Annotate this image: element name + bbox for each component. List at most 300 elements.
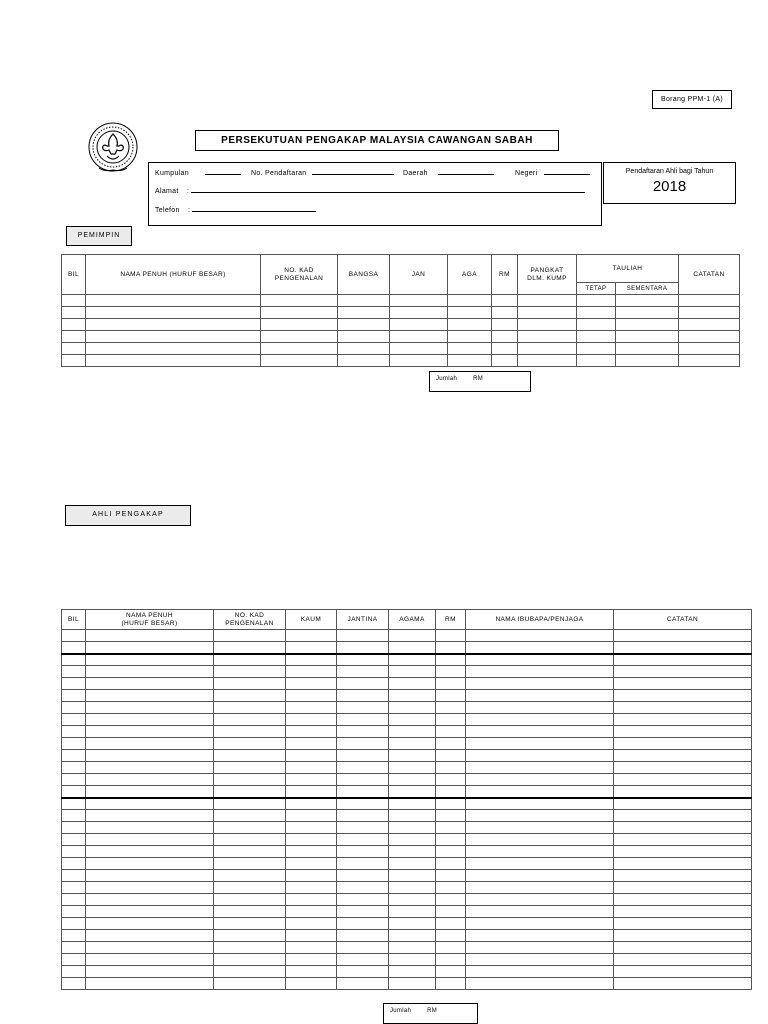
table-cell[interactable] <box>286 954 337 966</box>
table-cell[interactable] <box>466 714 614 726</box>
table-cell[interactable] <box>492 355 518 367</box>
table-cell[interactable] <box>214 978 286 990</box>
table-cell[interactable] <box>614 930 752 942</box>
table-cell[interactable] <box>86 810 214 822</box>
table-cell[interactable] <box>286 630 337 642</box>
table-cell[interactable] <box>337 630 389 642</box>
table-cell[interactable] <box>614 726 752 738</box>
table-cell[interactable] <box>389 738 436 750</box>
table-cell[interactable] <box>466 726 614 738</box>
table-cell[interactable] <box>214 630 286 642</box>
table-cell[interactable] <box>436 966 466 978</box>
table-cell[interactable] <box>518 355 577 367</box>
table-cell[interactable] <box>214 822 286 834</box>
table-cell[interactable] <box>337 666 389 678</box>
table-cell[interactable] <box>466 834 614 846</box>
table-cell[interactable] <box>436 726 466 738</box>
table-cell[interactable] <box>389 798 436 810</box>
table-cell[interactable] <box>214 654 286 666</box>
table-cell[interactable] <box>62 319 86 331</box>
table-cell[interactable] <box>286 930 337 942</box>
table-cell[interactable] <box>448 343 492 355</box>
table-cell[interactable] <box>436 666 466 678</box>
table-cell[interactable] <box>614 630 752 642</box>
table-cell[interactable] <box>86 738 214 750</box>
table-cell[interactable] <box>62 690 86 702</box>
table-cell[interactable] <box>337 738 389 750</box>
table-cell[interactable] <box>62 738 86 750</box>
table-cell[interactable] <box>62 654 86 666</box>
table-cell[interactable] <box>337 870 389 882</box>
table-cell[interactable] <box>614 942 752 954</box>
table-cell[interactable] <box>337 762 389 774</box>
table-cell[interactable] <box>492 295 518 307</box>
table-cell[interactable] <box>436 882 466 894</box>
table-cell[interactable] <box>436 834 466 846</box>
table-cell[interactable] <box>214 666 286 678</box>
table-cell[interactable] <box>577 355 616 367</box>
table-cell[interactable] <box>261 355 338 367</box>
table-cell[interactable] <box>214 678 286 690</box>
table-cell[interactable] <box>436 762 466 774</box>
table-cell[interactable] <box>62 642 86 654</box>
table-cell[interactable] <box>214 774 286 786</box>
table-cell[interactable] <box>62 678 86 690</box>
table-cell[interactable] <box>436 858 466 870</box>
table-cell[interactable] <box>214 906 286 918</box>
table-cell[interactable] <box>86 690 214 702</box>
table-cell[interactable] <box>389 918 436 930</box>
table-cell[interactable] <box>86 678 214 690</box>
table-cell[interactable] <box>62 882 86 894</box>
table-cell[interactable] <box>390 319 448 331</box>
table-cell[interactable] <box>214 642 286 654</box>
table-cell[interactable] <box>337 846 389 858</box>
table-cell[interactable] <box>466 978 614 990</box>
table-cell[interactable] <box>616 319 679 331</box>
table-cell[interactable] <box>86 882 214 894</box>
table-cell[interactable] <box>286 738 337 750</box>
table-cell[interactable] <box>286 894 337 906</box>
table-cell[interactable] <box>616 343 679 355</box>
table-cell[interactable] <box>466 702 614 714</box>
table-cell[interactable] <box>86 331 261 343</box>
table-cell[interactable] <box>436 642 466 654</box>
table-cell[interactable] <box>337 642 389 654</box>
table-cell[interactable] <box>466 798 614 810</box>
table-cell[interactable] <box>436 822 466 834</box>
table-cell[interactable] <box>436 930 466 942</box>
table-cell[interactable] <box>436 978 466 990</box>
table-cell[interactable] <box>577 343 616 355</box>
table-cell[interactable] <box>62 666 86 678</box>
table-cell[interactable] <box>389 774 436 786</box>
no-pendaftaran-field[interactable] <box>312 168 394 175</box>
table-cell[interactable] <box>436 750 466 762</box>
table-cell[interactable] <box>214 810 286 822</box>
table-cell[interactable] <box>614 906 752 918</box>
table-cell[interactable] <box>86 906 214 918</box>
table-cell[interactable] <box>86 642 214 654</box>
table-cell[interactable] <box>86 343 261 355</box>
table-cell[interactable] <box>338 355 390 367</box>
table-cell[interactable] <box>614 750 752 762</box>
table-cell[interactable] <box>337 978 389 990</box>
table-cell[interactable] <box>337 750 389 762</box>
table-cell[interactable] <box>436 630 466 642</box>
table-cell[interactable] <box>679 331 740 343</box>
table-cell[interactable] <box>389 894 436 906</box>
table-cell[interactable] <box>466 738 614 750</box>
table-cell[interactable] <box>214 858 286 870</box>
table-cell[interactable] <box>338 295 390 307</box>
table-cell[interactable] <box>390 295 448 307</box>
table-cell[interactable] <box>62 630 86 642</box>
table-cell[interactable] <box>286 882 337 894</box>
table-cell[interactable] <box>436 894 466 906</box>
table-cell[interactable] <box>466 630 614 642</box>
table-cell[interactable] <box>286 666 337 678</box>
table-cell[interactable] <box>62 954 86 966</box>
table-cell[interactable] <box>214 870 286 882</box>
table-cell[interactable] <box>86 786 214 798</box>
table-cell[interactable] <box>466 858 614 870</box>
table-cell[interactable] <box>337 942 389 954</box>
table-cell[interactable] <box>614 918 752 930</box>
table-cell[interactable] <box>86 726 214 738</box>
table-cell[interactable] <box>62 822 86 834</box>
table-cell[interactable] <box>62 343 86 355</box>
table-cell[interactable] <box>214 930 286 942</box>
table-cell[interactable] <box>86 930 214 942</box>
table-cell[interactable] <box>389 846 436 858</box>
table-cell[interactable] <box>679 307 740 319</box>
table-cell[interactable] <box>261 343 338 355</box>
table-cell[interactable] <box>337 906 389 918</box>
table-cell[interactable] <box>338 331 390 343</box>
table-cell[interactable] <box>389 906 436 918</box>
table-cell[interactable] <box>286 714 337 726</box>
table-cell[interactable] <box>679 355 740 367</box>
table-cell[interactable] <box>436 786 466 798</box>
table-cell[interactable] <box>614 810 752 822</box>
table-cell[interactable] <box>389 642 436 654</box>
table-cell[interactable] <box>214 702 286 714</box>
table-cell[interactable] <box>436 798 466 810</box>
table-cell[interactable] <box>86 750 214 762</box>
table-cell[interactable] <box>389 978 436 990</box>
table-cell[interactable] <box>614 702 752 714</box>
table-cell[interactable] <box>214 750 286 762</box>
table-cell[interactable] <box>436 846 466 858</box>
table-cell[interactable] <box>679 295 740 307</box>
table-cell[interactable] <box>614 822 752 834</box>
table-cell[interactable] <box>261 295 338 307</box>
table-cell[interactable] <box>214 690 286 702</box>
table-cell[interactable] <box>492 343 518 355</box>
table-cell[interactable] <box>214 726 286 738</box>
table-cell[interactable] <box>62 846 86 858</box>
table-cell[interactable] <box>389 870 436 882</box>
table-cell[interactable] <box>614 678 752 690</box>
table-cell[interactable] <box>614 774 752 786</box>
table-cell[interactable] <box>436 954 466 966</box>
table-cell[interactable] <box>86 822 214 834</box>
table-cell[interactable] <box>614 654 752 666</box>
table-cell[interactable] <box>86 858 214 870</box>
table-cell[interactable] <box>86 774 214 786</box>
table-cell[interactable] <box>492 319 518 331</box>
table-cell[interactable] <box>337 810 389 822</box>
table-cell[interactable] <box>436 918 466 930</box>
table-cell[interactable] <box>436 738 466 750</box>
table-cell[interactable] <box>436 690 466 702</box>
table-cell[interactable] <box>616 295 679 307</box>
table-cell[interactable] <box>466 822 614 834</box>
table-cell[interactable] <box>337 882 389 894</box>
table-cell[interactable] <box>466 642 614 654</box>
table-cell[interactable] <box>62 786 86 798</box>
table-cell[interactable] <box>448 295 492 307</box>
table-cell[interactable] <box>466 882 614 894</box>
table-cell[interactable] <box>286 774 337 786</box>
table-cell[interactable] <box>389 726 436 738</box>
table-cell[interactable] <box>286 798 337 810</box>
table-cell[interactable] <box>614 642 752 654</box>
table-cell[interactable] <box>62 355 86 367</box>
table-cell[interactable] <box>86 295 261 307</box>
table-cell[interactable] <box>614 858 752 870</box>
table-cell[interactable] <box>62 750 86 762</box>
table-cell[interactable] <box>214 846 286 858</box>
table-cell[interactable] <box>286 726 337 738</box>
table-cell[interactable] <box>286 810 337 822</box>
table-cell[interactable] <box>337 930 389 942</box>
table-cell[interactable] <box>86 762 214 774</box>
table-cell[interactable] <box>389 654 436 666</box>
negeri-field[interactable] <box>544 168 590 175</box>
table-cell[interactable] <box>214 954 286 966</box>
table-cell[interactable] <box>466 894 614 906</box>
table-cell[interactable] <box>86 834 214 846</box>
table-cell[interactable] <box>616 307 679 319</box>
table-cell[interactable] <box>337 714 389 726</box>
table-cell[interactable] <box>286 750 337 762</box>
table-cell[interactable] <box>466 846 614 858</box>
table-cell[interactable] <box>62 942 86 954</box>
table-cell[interactable] <box>389 750 436 762</box>
table-cell[interactable] <box>466 810 614 822</box>
table-cell[interactable] <box>337 834 389 846</box>
table-cell[interactable] <box>389 678 436 690</box>
table-cell[interactable] <box>518 319 577 331</box>
table-cell[interactable] <box>62 870 86 882</box>
table-cell[interactable] <box>389 954 436 966</box>
table-cell[interactable] <box>337 786 389 798</box>
table-cell[interactable] <box>62 307 86 319</box>
table-cell[interactable] <box>518 295 577 307</box>
table-cell[interactable] <box>436 702 466 714</box>
table-cell[interactable] <box>337 894 389 906</box>
table-cell[interactable] <box>679 343 740 355</box>
table-cell[interactable] <box>448 331 492 343</box>
table-cell[interactable] <box>261 307 338 319</box>
table-cell[interactable] <box>614 738 752 750</box>
table-cell[interactable] <box>337 726 389 738</box>
table-cell[interactable] <box>62 918 86 930</box>
table-cell[interactable] <box>390 307 448 319</box>
table-cell[interactable] <box>466 954 614 966</box>
table-cell[interactable] <box>86 654 214 666</box>
table-cell[interactable] <box>614 798 752 810</box>
table-cell[interactable] <box>62 858 86 870</box>
table-cell[interactable] <box>337 954 389 966</box>
table-cell[interactable] <box>679 319 740 331</box>
table-cell[interactable] <box>466 966 614 978</box>
table-cell[interactable] <box>466 666 614 678</box>
table-cell[interactable] <box>466 870 614 882</box>
table-cell[interactable] <box>337 654 389 666</box>
table-cell[interactable] <box>448 307 492 319</box>
table-cell[interactable] <box>62 894 86 906</box>
table-cell[interactable] <box>466 786 614 798</box>
table-cell[interactable] <box>466 750 614 762</box>
table-cell[interactable] <box>389 822 436 834</box>
table-cell[interactable] <box>86 942 214 954</box>
table-cell[interactable] <box>389 690 436 702</box>
table-cell[interactable] <box>577 295 616 307</box>
table-cell[interactable] <box>86 966 214 978</box>
table-cell[interactable] <box>614 894 752 906</box>
table-cell[interactable] <box>466 906 614 918</box>
table-cell[interactable] <box>448 355 492 367</box>
table-cell[interactable] <box>86 870 214 882</box>
table-cell[interactable] <box>62 714 86 726</box>
table-cell[interactable] <box>62 966 86 978</box>
table-cell[interactable] <box>62 702 86 714</box>
table-cell[interactable] <box>286 846 337 858</box>
table-cell[interactable] <box>214 762 286 774</box>
table-cell[interactable] <box>337 690 389 702</box>
table-cell[interactable] <box>86 666 214 678</box>
table-cell[interactable] <box>62 726 86 738</box>
table-cell[interactable] <box>389 858 436 870</box>
table-cell[interactable] <box>286 942 337 954</box>
table-cell[interactable] <box>214 786 286 798</box>
table-cell[interactable] <box>389 786 436 798</box>
table-cell[interactable] <box>518 331 577 343</box>
table-cell[interactable] <box>86 954 214 966</box>
table-cell[interactable] <box>338 319 390 331</box>
table-cell[interactable] <box>389 810 436 822</box>
table-cell[interactable] <box>286 978 337 990</box>
table-cell[interactable] <box>214 918 286 930</box>
table-cell[interactable] <box>614 978 752 990</box>
table-cell[interactable] <box>448 319 492 331</box>
table-cell[interactable] <box>389 966 436 978</box>
table-cell[interactable] <box>492 331 518 343</box>
table-cell[interactable] <box>389 762 436 774</box>
table-cell[interactable] <box>337 702 389 714</box>
table-cell[interactable] <box>86 355 261 367</box>
table-cell[interactable] <box>436 942 466 954</box>
table-cell[interactable] <box>286 834 337 846</box>
table-cell[interactable] <box>614 966 752 978</box>
table-cell[interactable] <box>214 714 286 726</box>
table-cell[interactable] <box>62 798 86 810</box>
table-cell[interactable] <box>86 714 214 726</box>
table-cell[interactable] <box>338 343 390 355</box>
table-cell[interactable] <box>214 834 286 846</box>
table-cell[interactable] <box>389 930 436 942</box>
table-cell[interactable] <box>337 678 389 690</box>
table-cell[interactable] <box>389 666 436 678</box>
table-cell[interactable] <box>466 690 614 702</box>
table-cell[interactable] <box>286 822 337 834</box>
table-cell[interactable] <box>62 810 86 822</box>
table-cell[interactable] <box>286 690 337 702</box>
table-cell[interactable] <box>436 870 466 882</box>
table-cell[interactable] <box>214 798 286 810</box>
table-cell[interactable] <box>614 834 752 846</box>
table-cell[interactable] <box>614 954 752 966</box>
table-cell[interactable] <box>614 870 752 882</box>
table-cell[interactable] <box>614 846 752 858</box>
table-cell[interactable] <box>436 774 466 786</box>
table-cell[interactable] <box>86 978 214 990</box>
table-cell[interactable] <box>577 307 616 319</box>
table-cell[interactable] <box>389 882 436 894</box>
table-cell[interactable] <box>337 822 389 834</box>
table-cell[interactable] <box>436 810 466 822</box>
table-cell[interactable] <box>389 714 436 726</box>
table-cell[interactable] <box>518 307 577 319</box>
table-cell[interactable] <box>86 702 214 714</box>
table-cell[interactable] <box>62 978 86 990</box>
table-cell[interactable] <box>337 774 389 786</box>
table-cell[interactable] <box>62 762 86 774</box>
table-cell[interactable] <box>389 942 436 954</box>
table-cell[interactable] <box>389 834 436 846</box>
table-cell[interactable] <box>436 678 466 690</box>
table-cell[interactable] <box>577 331 616 343</box>
table-cell[interactable] <box>214 882 286 894</box>
table-cell[interactable] <box>616 355 679 367</box>
table-cell[interactable] <box>62 295 86 307</box>
table-cell[interactable] <box>390 355 448 367</box>
table-cell[interactable] <box>436 906 466 918</box>
table-cell[interactable] <box>86 307 261 319</box>
telefon-field[interactable] <box>192 205 316 212</box>
table-cell[interactable] <box>86 894 214 906</box>
table-cell[interactable] <box>390 343 448 355</box>
table-cell[interactable] <box>86 846 214 858</box>
table-cell[interactable] <box>338 307 390 319</box>
table-cell[interactable] <box>466 942 614 954</box>
table-cell[interactable] <box>577 319 616 331</box>
table-cell[interactable] <box>286 870 337 882</box>
table-cell[interactable] <box>466 654 614 666</box>
table-cell[interactable] <box>436 714 466 726</box>
table-cell[interactable] <box>62 834 86 846</box>
table-cell[interactable] <box>261 319 338 331</box>
table-cell[interactable] <box>614 666 752 678</box>
table-cell[interactable] <box>614 762 752 774</box>
table-cell[interactable] <box>614 786 752 798</box>
table-cell[interactable] <box>86 918 214 930</box>
table-cell[interactable] <box>286 918 337 930</box>
table-cell[interactable] <box>286 678 337 690</box>
